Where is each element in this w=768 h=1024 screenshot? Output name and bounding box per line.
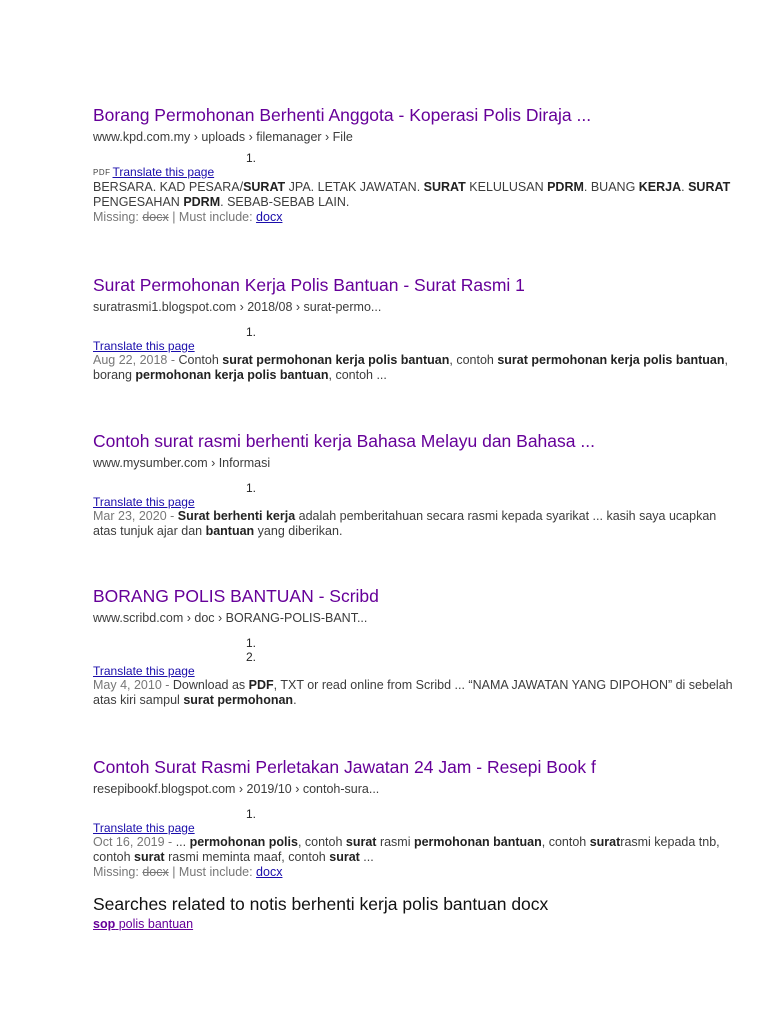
missing-terms — [93, 210, 733, 225]
snippet-text: , contoh ... — [328, 368, 387, 382]
result-numbered-list — [246, 807, 733, 821]
snippet-date: May 4, 2010 - — [93, 678, 173, 692]
must-include-label: | Must include: — [168, 865, 257, 879]
result-numbered-list — [246, 481, 733, 495]
translate-link[interactable]: Translate this page — [93, 339, 195, 353]
result-title-link[interactable]: Contoh Surat Rasmi Perletakan Jawatan 24 Jam - Resepi Book f — [93, 757, 596, 777]
missing-terms — [93, 865, 733, 880]
pdf-badge: PDF — [93, 168, 111, 177]
related-link-text: polis bantuan — [115, 917, 194, 931]
snippet-bold: surat — [134, 850, 165, 864]
result-title-link[interactable]: Surat Permohonan Kerja Polis Bantuan - Surat Rasmi 1 — [93, 275, 525, 295]
snippet-bold: surat — [345, 835, 377, 849]
snippet-bold: surat permohonan — [183, 693, 294, 707]
list-number: 1. — [246, 151, 257, 165]
result-numbered-list — [246, 325, 733, 339]
snippet-date: Oct 16, 2019 - — [93, 835, 176, 849]
translate-link[interactable]: Translate this page — [112, 165, 215, 179]
result-title-link[interactable]: Borang Permohonan Berhenti Anggota - Koperasi Polis Diraja ... — [93, 105, 592, 125]
result-snippet — [93, 353, 733, 383]
related-searches-heading: Searches related to notis berhenti kerja polis bantuan docx — [93, 894, 549, 914]
missing-label: Missing: — [93, 210, 143, 224]
translate-link[interactable]: Translate this page — [93, 664, 195, 678]
snippet-date: Aug 22, 2018 - — [93, 353, 179, 367]
must-include-link[interactable]: docx — [256, 865, 283, 879]
snippet-text: Contoh — [178, 353, 223, 367]
snippet-bold: PDF — [248, 678, 274, 692]
snippet-text: yang diberikan. — [254, 524, 343, 538]
must-include-link[interactable]: docx — [256, 210, 283, 224]
snippet-bold: permohonan kerja polis bantuan — [135, 368, 329, 382]
snippet-text: . — [293, 693, 297, 707]
list-number: 2. — [246, 650, 257, 664]
snippet-text: , contoh — [297, 835, 346, 849]
list-number: 1. — [246, 807, 257, 821]
snippet-text: Download as — [172, 678, 249, 692]
result-snippet — [93, 835, 733, 865]
missing-word: docx — [142, 210, 169, 224]
snippet-text: rasmi — [376, 835, 414, 849]
snippet-bold: surat permohonan kerja polis bantuan — [497, 353, 725, 367]
result-url: www.scribd.com › doc › BORANG-POLIS-BANT... — [93, 611, 368, 625]
snippet-bold: SURAT — [423, 180, 466, 194]
translate-row — [93, 821, 733, 835]
result-title-link[interactable]: BORANG POLIS BANTUAN - Scribd — [93, 586, 379, 606]
search-result — [93, 756, 733, 880]
result-url: www.mysumber.com › Informasi — [93, 456, 271, 470]
list-number: 1. — [246, 481, 257, 495]
snippet-text: ... — [359, 850, 374, 864]
snippet-bold: PDRM — [547, 180, 584, 194]
translate-row — [93, 664, 733, 678]
snippet-bold: SURAT — [688, 180, 731, 194]
result-snippet — [93, 509, 733, 539]
snippet-text: . SEBAB-SEBAB LAIN. — [220, 195, 350, 209]
snippet-text: . BUANG — [583, 180, 639, 194]
snippet-text: ... — [175, 835, 190, 849]
missing-word: docx — [142, 865, 169, 879]
snippet-bold: KERJA — [638, 180, 682, 194]
snippet-bold: surat — [589, 835, 621, 849]
snippet-bold: permohonan polis — [189, 835, 298, 849]
translate-row — [93, 339, 733, 353]
snippet-bold: bantuan — [205, 524, 255, 538]
translate-row — [93, 495, 733, 509]
translate-link[interactable]: Translate this page — [93, 821, 195, 835]
list-number: 1. — [246, 325, 257, 339]
result-snippet — [93, 180, 733, 210]
search-result — [93, 104, 733, 225]
snippet-text: KELULUSAN — [465, 180, 548, 194]
missing-label: Missing: — [93, 865, 143, 879]
search-result — [93, 430, 733, 539]
snippet-bold: PDRM — [183, 195, 221, 209]
snippet-bold: Surat berhenti kerja — [177, 509, 296, 523]
snippet-text: PENGESAHAN — [93, 195, 184, 209]
snippet-bold: SURAT — [243, 180, 286, 194]
result-url: resepibookf.blogspot.com › 2019/10 › contoh-sura... — [93, 782, 380, 796]
related-search-link[interactable] — [93, 917, 193, 932]
result-url: www.kpd.com.my › uploads › filemanager › File — [93, 130, 353, 144]
snippet-text: BERSARA. KAD PESARA/ — [93, 180, 244, 194]
snippet-text: , contoh — [541, 835, 590, 849]
search-result — [93, 585, 733, 708]
search-result — [93, 274, 733, 383]
snippet-bold: surat permohonan kerja polis bantuan — [222, 353, 450, 367]
snippet-text: , borang — [93, 353, 728, 382]
snippet-bold: surat — [329, 850, 360, 864]
snippet-text: , TXT or read online from Scribd ... “NAMA JAWATAN YANG DIPOHON” di sebelah atas kiri sampul — [93, 678, 733, 707]
snippet-text: adalah pemberitahuan secara rasmi kepada syarikat ... kasih saya ucapkan atas tunjuk ajar dan — [93, 509, 717, 538]
snippet-text: , contoh — [449, 353, 498, 367]
result-numbered-list — [246, 151, 733, 165]
snippet-text: JPA. LETAK JAWATAN. — [285, 180, 424, 194]
translate-row — [93, 165, 733, 180]
snippet-text: rasmi kepada tnb, contoh — [93, 835, 720, 864]
snippet-bold: permohonan bantuan — [413, 835, 542, 849]
result-snippet — [93, 678, 733, 708]
snippet-date: Mar 23, 2020 - — [93, 509, 178, 523]
result-url: suratrasmi1.blogspot.com › 2018/08 › surat-permo... — [93, 300, 382, 314]
result-title-link[interactable]: Contoh surat rasmi berhenti kerja Bahasa Melayu dan Bahasa ... — [93, 431, 595, 451]
related-link-bold: sop — [93, 917, 116, 931]
list-number: 1. — [246, 636, 257, 650]
must-include-label: | Must include: — [168, 210, 257, 224]
snippet-text: . — [681, 180, 689, 194]
translate-link[interactable]: Translate this page — [93, 495, 195, 509]
result-numbered-list — [246, 636, 733, 664]
snippet-text: rasmi meminta maaf, contoh — [164, 850, 330, 864]
